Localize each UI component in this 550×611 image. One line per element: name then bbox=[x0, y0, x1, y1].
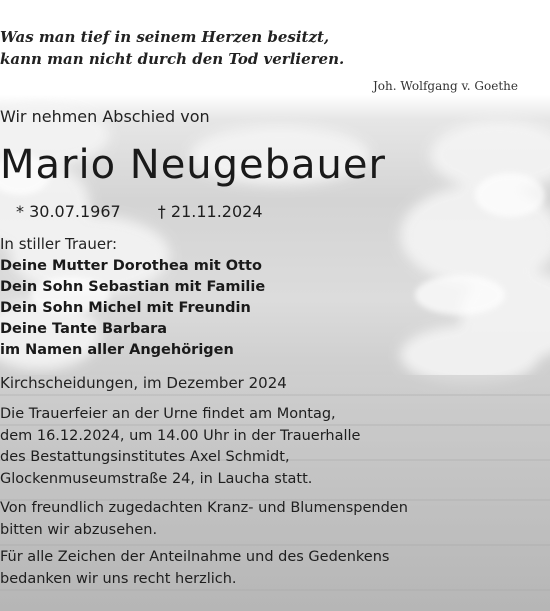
place-and-date: Kirchscheidungen, im Dezember 2024 bbox=[0, 374, 287, 392]
life-dates bbox=[0, 202, 550, 221]
mourner-entry: Deine Mutter Dorothea mit Otto bbox=[0, 258, 262, 274]
quote-line: Was man tief in seinem Herzen besitzt, bbox=[0, 28, 330, 46]
mourning-label: In stiller Trauer: bbox=[0, 235, 118, 253]
intro-text: Wir nehmen Abschied von bbox=[0, 107, 210, 126]
quote-line: kann man nicht durch den Tod verlieren. bbox=[0, 50, 345, 68]
mourner-entry: im Namen aller Angehörigen bbox=[0, 342, 234, 358]
mourner-entry: Dein Sohn Michel mit Freundin bbox=[0, 300, 251, 316]
funeral-line: dem 16.12.2024, um 14.00 Uhr in der Trauerhalle bbox=[0, 427, 361, 444]
thanks-line: Für alle Zeichen der Anteilnahme und des Gedenkens bbox=[0, 549, 390, 565]
quote bbox=[0, 26, 550, 70]
mourner-entry: Dein Sohn Sebastian mit Familie bbox=[0, 279, 266, 295]
funeral-line: des Bestattungsinstitutes Axel Schmidt, bbox=[0, 449, 290, 465]
deceased-name: Mario Neugebauer bbox=[0, 142, 386, 188]
flower-request bbox=[0, 498, 550, 541]
death-date: † 21.11.2024 bbox=[157, 202, 263, 221]
funeral-details bbox=[0, 404, 550, 490]
funeral-line: Die Trauerfeier an der Urne findet am Montag, bbox=[0, 406, 336, 422]
funeral-line: Glockenmuseumstraße 24, in Laucha statt. bbox=[0, 470, 313, 487]
flower-request-line: bitten wir abzusehen. bbox=[0, 521, 158, 538]
mourner-entry: Deine Tante Barbara bbox=[0, 321, 168, 337]
thanks-note bbox=[0, 547, 550, 590]
birth-date: * 30.07.1967 bbox=[16, 202, 121, 221]
thanks-line: bedanken wir uns recht herzlich. bbox=[0, 570, 237, 587]
mourners-list bbox=[0, 256, 550, 361]
quote-author: Joh. Wolfgang v. Goethe bbox=[372, 79, 518, 93]
flower-request-line: Von freundlich zugedachten Kranz- und Blumenspenden bbox=[0, 500, 408, 516]
